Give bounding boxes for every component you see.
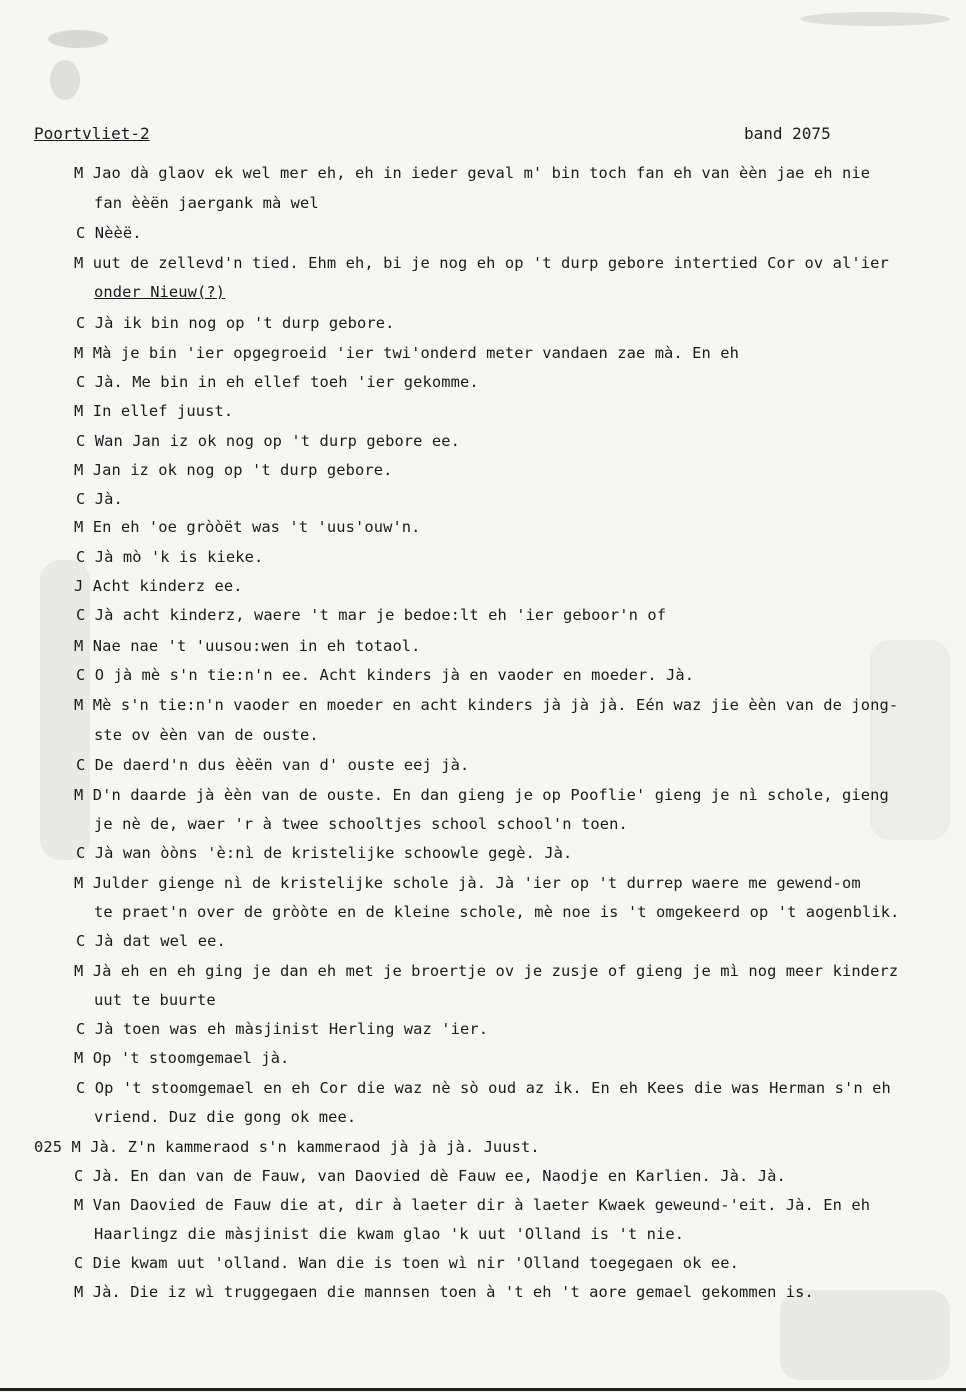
transcript-line: M Jao dà glaov ek wel mer eh, eh in ieder geval m' bin toch fan eh van èèn jae eh nie bbox=[74, 164, 871, 182]
transcript-line: je nè de, waer 'r à twee schooltjes school school'n toen. bbox=[94, 815, 628, 833]
transcript-line: M Nae nae 't 'uusou:wen in eh totaol. bbox=[74, 637, 421, 655]
transcript-line: C Wan Jan iz ok nog op 't durp gebore ee. bbox=[76, 432, 461, 450]
transcript-line: C Jà ik bin nog op 't durp gebore. bbox=[76, 314, 395, 332]
scan-noise bbox=[780, 1290, 950, 1380]
transcript-line: C Die kwam uut 'olland. Wan die is toen wì nir 'Olland toegegaen ok ee. bbox=[74, 1254, 739, 1272]
transcript-line: C Op 't stoomgemael en eh Cor die waz nè sò oud az ik. En eh Kees die was Herman s'n eh bbox=[76, 1079, 891, 1097]
transcript-line: J Acht kinderz ee. bbox=[74, 577, 243, 595]
transcript-line: M Van Daovied de Fauw die at, dir à laeter dir à laeter Kwaek geweund-'eit. Jà. En eh bbox=[74, 1196, 871, 1214]
transcript-line: C Jà wan òòns 'è:nì de kristelijke schoowle gegè. Jà. bbox=[76, 844, 573, 862]
transcript-line: C Nèèë. bbox=[76, 224, 142, 242]
transcript-line: M Jan iz ok nog op 't durp gebore. bbox=[74, 461, 393, 479]
transcript-line: ste ov èèn van de ouste. bbox=[94, 726, 319, 744]
transcript-line: C O jà mè s'n tie:n'n ee. Acht kinders jà en vaoder en moeder. Jà. bbox=[76, 666, 695, 684]
scan-noise bbox=[870, 640, 950, 840]
scan-noise bbox=[800, 12, 950, 26]
document-header-left: Poortvliet-2 bbox=[34, 124, 150, 143]
transcript-line: M D'n daarde jà èèn van de ouste. En dan gieng je op Pooflie' gieng je nì schole, gieng bbox=[74, 786, 889, 804]
transcript-line: C Jà toen was eh màsjinist Herling waz 'ier. bbox=[76, 1020, 489, 1038]
transcript-line: M Mà je bin 'ier opgegroeid 'ier twi'onderd meter vandaen zae mà. En eh bbox=[74, 344, 739, 362]
transcript-line: vriend. Duz die gong ok mee. bbox=[94, 1108, 357, 1126]
transcript-line: fan èèën jaergank mà wel bbox=[94, 194, 319, 212]
transcript-line: onder Nieuw(?) bbox=[94, 283, 226, 301]
transcript-line: M En eh 'oe gròòët was 't 'uus'ouw'n. bbox=[74, 518, 421, 536]
transcript-line: M Jà. Die iz wì truggegaen die mannsen toen à 't eh 't aore gemael gekommen is. bbox=[74, 1283, 814, 1301]
transcript-line: M Julder gienge nì de kristelijke schole jà. Jà 'ier op 't durrep waere me gewend-om bbox=[74, 874, 861, 892]
bottom-edge-rule bbox=[0, 1388, 966, 1391]
transcript-line: 025 M Jà. Z'n kammeraod s'n kammeraod jà jà jà. Juust. bbox=[34, 1138, 540, 1156]
transcript-line: C Jà. En dan van de Fauw, van Daovied dè Fauw ee, Naodje en Karlien. Jà. Jà. bbox=[74, 1167, 786, 1185]
transcript-line: uut te buurte bbox=[94, 991, 216, 1009]
scan-noise bbox=[50, 60, 80, 100]
transcript-line: Haarlingz die màsjinist die kwam glao 'k uut 'Olland is 't nie. bbox=[94, 1225, 685, 1243]
scan-noise bbox=[48, 30, 108, 48]
transcript-line: M uut de zellevd'n tied. Ehm eh, bi je nog eh op 't durp gebore intertied Cor ov al'ier bbox=[74, 254, 889, 272]
transcript-line: M Mè s'n tie:n'n vaoder en moeder en acht kinders jà jà jà. Eén waz jie èèn van de jong- bbox=[74, 696, 899, 714]
transcript-line: te praet'n over de gròòte en de kleine schole, mè noe is 't omgekeerd op 't aogenblik. bbox=[94, 903, 900, 921]
transcript-line: M Jà eh en eh ging je dan eh met je broertje ov je zusje of gieng je mì nog meer kinderz bbox=[74, 962, 899, 980]
transcript-line: C Jà. Me bin in eh ellef toeh 'ier gekomme. bbox=[76, 373, 479, 391]
transcript-line: C Jà mò 'k is kieke. bbox=[76, 548, 264, 566]
transcript-line: C Jà. bbox=[76, 490, 123, 508]
transcript-line: C Jà acht kinderz, waere 't mar je bedoe:lt eh 'ier geboor'n of bbox=[76, 606, 667, 624]
transcript-line: M Op 't stoomgemael jà. bbox=[74, 1049, 290, 1067]
transcript-line: C Jà dat wel ee. bbox=[76, 932, 226, 950]
transcript-line: M In ellef juust. bbox=[74, 402, 234, 420]
document-header-right: band 2075 bbox=[744, 124, 831, 143]
transcript-line: C De daerd'n dus èèën van d' ouste eej jà. bbox=[76, 756, 470, 774]
